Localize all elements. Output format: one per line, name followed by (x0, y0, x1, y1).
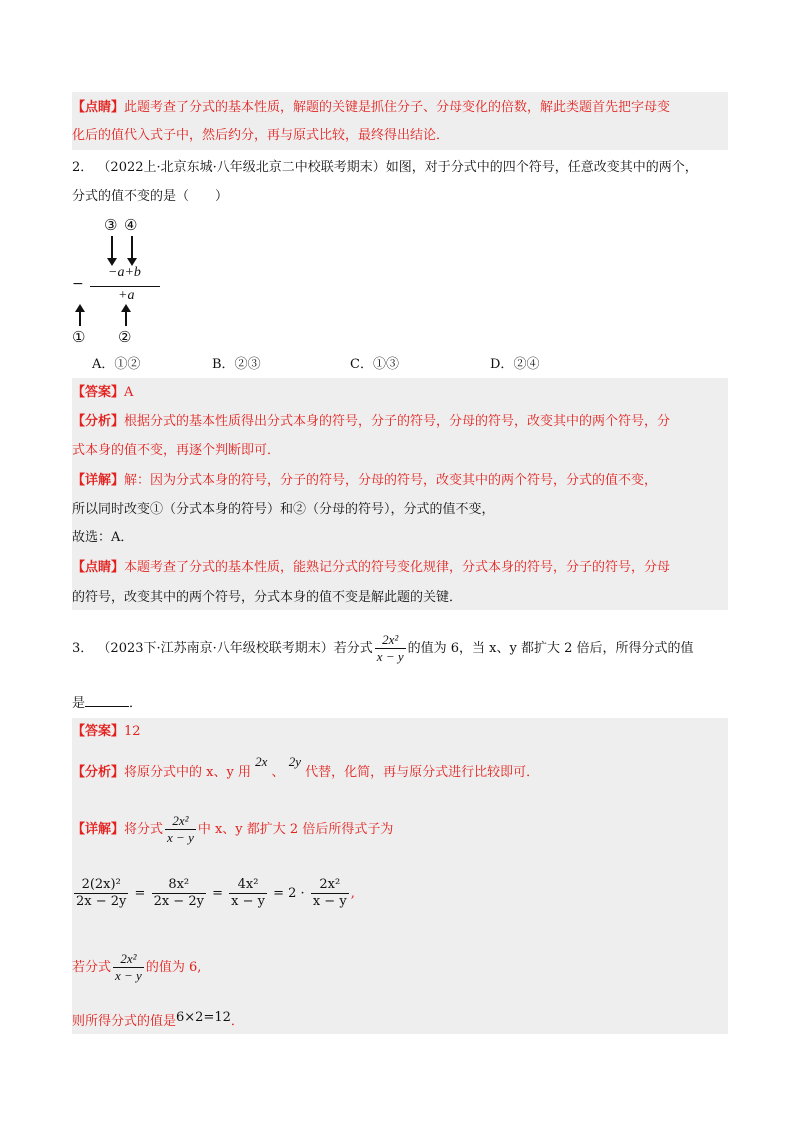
q2-detail-line3: 故选：A． (72, 530, 134, 545)
q3-stem-line2: 是 ． (72, 692, 142, 714)
figure-fraction-bar (90, 286, 160, 287)
eq-fraction-1: $\frac{\text{2(2x)²}}{2x - 2y}$ (76, 876, 127, 909)
q3-number: 3． (72, 641, 94, 656)
q3-fraction: $\frac{\text{2x²}}{x - y}$ (376, 631, 404, 664)
result-expression: 6×2=12 (176, 1010, 231, 1025)
q3-answer: 【答案】12 (72, 724, 141, 739)
q1-comment-line2: 化后的值代入式子中，然后约分，再与原式比较，最终得出结论． (72, 128, 450, 143)
eq-fraction-2: $\frac{\text{8x²}}{2x - 2y}$ (153, 876, 204, 909)
analysis-expr-2y: 2y (288, 754, 301, 769)
condition-fraction: $\frac{\text{2x²}}{x - y}$ (115, 950, 142, 983)
figure-denominator: +a (118, 288, 135, 303)
q3-result: 则所得分式的值是6×2=12． (72, 1010, 244, 1029)
q2-comment-line2: 的符号，改变其中的两个符号，分式本身的值不变是解此题的关键． (72, 590, 463, 605)
q2-comment-line1: 【点睛】本题考查了分式的基本性质，能熟记分式的符号变化规律，分式本身的符号，分子的符号，分母 (72, 560, 671, 575)
q3-equation: $\frac{\text{2(2x)²}}{2x - 2y}$ = $\frac{\text{8x²}}{2x - 2y}$ = $\frac{\text{4x²}}{x - y}$ = 2 · $\frac{\text{2x²}}{x - y}$ , (76, 876, 355, 909)
eq-fraction-3: $\frac{\text{4x²}}{x - y}$ (231, 876, 265, 909)
q2-answer: 【答案】A (72, 385, 134, 400)
eq-fraction-4: $\frac{\text{2x²}}{x - y}$ (312, 876, 347, 909)
q2-detail-line1: 【详解】解：因为分式本身的符号，分子的符号，分母的符号，改变其中的两个符号，分式的值不变， (72, 473, 658, 488)
comment-tag: 【点睛】 (72, 100, 125, 115)
figure-minus-sign: − (72, 276, 84, 292)
analysis-expr-2x: 2x (255, 754, 268, 769)
q2-stem-line2: 分式的值不变的是（ ） (72, 189, 229, 204)
q2-source: （2022上·北京东城·八年级北京二中校联考期末） (97, 160, 386, 175)
answer-blank (85, 692, 129, 707)
figure-numerator: −a+b (108, 265, 141, 280)
q3-condition: 若分式 $\frac{\text{2x²}}{x - y}$ 的值为 6, (72, 950, 202, 983)
q2-stem-line1: 2． （2022上·北京东城·八年级北京二中校联考期末）如图，对于分式中的四个符号，任意改变其中的两个， (72, 160, 698, 175)
arrow-2 (125, 310, 127, 326)
q2-analysis-line1: 【分析】根据分式的基本性质得出分式本身的符号，分子的符号，分母的符号，改变其中的两个符号，分 (72, 414, 671, 429)
q2-option-b: B．②③ (212, 357, 261, 372)
arrow-4 (131, 236, 133, 260)
q3-analysis: 【分析】将原分式中的 x、y 用 2x 、 2y 代替，化简，再与原分式进行比较即可． (72, 754, 540, 780)
figure-label-3: ③ (104, 216, 118, 234)
q2-option-d: D．②④ (490, 357, 540, 372)
figure-label-2: ② (118, 328, 132, 346)
q2-number: 2． (72, 160, 94, 175)
arrow-3 (111, 236, 113, 260)
q2-detail-line2: 所以同时改变①（分式本身的符号）和②（分母的符号），分式的值不变， (72, 502, 495, 517)
q3-stem-line1: 3． （2023下·江苏南京·八年级校联考期末）若分式 $\frac{\text{2x²}}{x - y}$ 的值为 6，当 x、y 都扩大 2 倍后，所得分式的值 (72, 631, 694, 664)
q2-option-c: C．①③ (350, 357, 399, 372)
q2-analysis-line2: 式本身的值不变，再逐个判断即可． (72, 443, 281, 458)
q3-detail-line1: 【详解】将分式 $\frac{\text{2x²}}{x - y}$ 中 x、y 都扩大 2 倍后所得式子为 (72, 812, 394, 845)
q3-source: （2023下·江苏南京·八年级校联考期末） (97, 641, 334, 656)
arrow-1 (79, 310, 81, 326)
detail-fraction: $\frac{\text{2x²}}{x - y}$ (167, 812, 194, 845)
figure-label-1: ① (72, 328, 86, 346)
q1-comment-line1: 【点睛】此题考查了分式的基本性质，解题的关键是抓住分子、分母变化的倍数，解此类题首先把字母变 (72, 100, 671, 115)
figure-label-4: ④ (124, 216, 138, 234)
q2-option-a: A．①② (92, 357, 141, 372)
